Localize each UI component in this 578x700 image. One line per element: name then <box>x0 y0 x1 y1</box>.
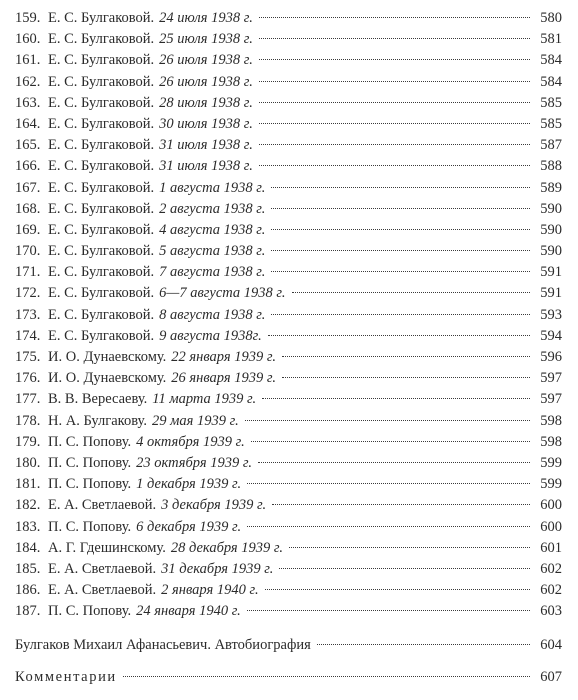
entry-date: 11 марта 1939 г. <box>152 391 257 408</box>
entry-recipient: Е. С. Булгаковой. <box>48 10 155 26</box>
entry-date: 28 июля 1938 г. <box>159 94 253 111</box>
toc-entry <box>15 538 562 559</box>
dot-leader <box>271 229 530 230</box>
entry-number: 159. <box>15 10 41 26</box>
entry-number: 161. <box>15 52 41 69</box>
entry-date: 28 декабря 1939 г. <box>170 539 284 556</box>
toc-entry <box>15 135 562 156</box>
toc-entry <box>15 347 562 368</box>
entry-recipient: П. С. Попову. <box>48 454 132 471</box>
dot-leader <box>289 547 530 548</box>
entry-recipient: В. В. Вересаеву. <box>48 391 148 408</box>
entry-date: 8 августа 1938 г. <box>159 306 266 323</box>
entry-date: 31 июля 1938 г. <box>159 158 253 175</box>
entry-number: 183. <box>15 518 41 535</box>
page-number: 604 <box>540 637 562 654</box>
entry-number: 177. <box>15 391 41 408</box>
entry-recipient: Е. С. Булгаковой. <box>48 306 155 323</box>
entry-number: 160. <box>15 31 41 48</box>
toc-entry <box>15 241 562 262</box>
entry-number: 164. <box>15 115 41 132</box>
entry-date: 7 августа 1938 г. <box>159 264 266 281</box>
page-number: 598 <box>540 412 562 429</box>
entry-number: 166. <box>15 158 41 175</box>
page-number: 596 <box>540 349 562 365</box>
entry-date: 30 июля 1938 г. <box>159 115 253 132</box>
dot-leader <box>272 504 530 505</box>
entry-date: 2 января 1940 г. <box>161 582 259 599</box>
entry-date: 24 января 1940 г. <box>136 603 241 620</box>
dot-leader <box>258 462 530 463</box>
page-number: 607 <box>540 669 562 686</box>
toc-entry <box>15 178 562 199</box>
entry-number: 186. <box>15 582 41 599</box>
entry-recipient: Е. С. Булгаковой. <box>48 137 155 154</box>
dot-leader <box>317 644 530 645</box>
dot-leader <box>292 292 530 293</box>
page-number: 585 <box>540 115 562 132</box>
entry-recipient: Е. С. Булгаковой. <box>48 52 155 69</box>
entry-recipient: П. С. Попову. <box>48 476 132 493</box>
entry-number: 169. <box>15 221 41 238</box>
toc-entry <box>15 8 562 29</box>
toc-entry <box>15 326 562 347</box>
entry-date: 26 июля 1938 г. <box>159 52 253 69</box>
entry-number: 184. <box>15 539 41 556</box>
page-number: 584 <box>540 73 562 90</box>
entry-number: 173. <box>15 306 41 323</box>
toc-entry <box>15 453 562 474</box>
dot-leader <box>259 123 530 124</box>
entry-recipient: П. С. Попову. <box>48 603 132 620</box>
toc-entry <box>15 283 562 304</box>
toc-entry-comments <box>15 665 562 689</box>
toc-entry <box>15 495 562 516</box>
page-number: 600 <box>540 497 562 514</box>
toc-entry <box>15 199 562 220</box>
dot-leader <box>262 398 530 399</box>
dot-leader <box>247 483 530 484</box>
entry-recipient: Е. С. Булгаковой. <box>48 243 155 260</box>
page-number: 593 <box>540 306 562 323</box>
dot-leader <box>259 81 530 82</box>
entry-number: 171. <box>15 264 41 281</box>
page-number: 602 <box>540 582 562 599</box>
dot-leader <box>123 676 530 677</box>
entry-recipient: Е. С. Булгаковой. <box>48 179 155 196</box>
page-number: 584 <box>540 52 562 69</box>
dot-leader <box>271 314 530 315</box>
entry-number: 185. <box>15 560 41 577</box>
entry-date: 31 июля 1938 г. <box>159 137 253 154</box>
page-number: 580 <box>540 10 562 26</box>
page-number: 590 <box>540 221 562 238</box>
entry-number: 178. <box>15 412 41 429</box>
entry-number: 165. <box>15 137 41 154</box>
entry-recipient: Е. С. Булгаковой. <box>48 200 155 217</box>
entry-date: 31 декабря 1939 г. <box>161 560 274 577</box>
entry-date: 5 августа 1938 г. <box>159 243 266 260</box>
entry-number: 187. <box>15 603 41 620</box>
entry-number: 180. <box>15 454 41 471</box>
dot-leader <box>259 165 530 166</box>
page-number: 597 <box>540 370 562 387</box>
entry-number: 162. <box>15 73 41 90</box>
dot-leader <box>247 526 530 527</box>
page-number: 589 <box>540 179 562 196</box>
toc-entry <box>15 50 562 71</box>
entry-date: 23 октября 1939 г. <box>136 454 252 471</box>
autobiography-title: Булгаков Михаил Афанасьевич. Автобиография <box>15 637 311 654</box>
entry-date: 1 августа 1938 г. <box>159 179 266 196</box>
toc-entry <box>15 411 562 432</box>
entry-number: 163. <box>15 94 41 111</box>
dot-leader <box>271 250 530 251</box>
entry-date: 22 января 1939 г. <box>171 349 276 365</box>
entry-number: 181. <box>15 476 41 493</box>
page-number: 598 <box>540 433 562 450</box>
entry-date: 25 июля 1938 г. <box>159 31 253 48</box>
entry-number: 174. <box>15 327 41 344</box>
toc-entry <box>15 29 562 50</box>
page-number: 601 <box>540 539 562 556</box>
entry-recipient: Е. С. Булгаковой. <box>48 94 155 111</box>
toc-entry <box>15 559 562 580</box>
toc-entry <box>15 580 562 601</box>
dot-leader <box>259 144 530 145</box>
dot-leader <box>259 59 530 60</box>
entry-number: 167. <box>15 179 41 196</box>
page-number: 585 <box>540 94 562 111</box>
page-number: 590 <box>540 200 562 217</box>
dot-leader <box>259 102 530 103</box>
toc-entry <box>15 517 562 538</box>
page-number: 594 <box>540 327 562 344</box>
page-number: 591 <box>540 285 562 302</box>
page-number: 588 <box>540 158 562 175</box>
entry-date: 4 октября 1939 г. <box>136 433 245 450</box>
dot-leader <box>271 187 530 188</box>
dot-leader <box>271 271 530 272</box>
toc-entry <box>15 114 562 135</box>
entry-date: 29 мая 1939 г. <box>151 412 239 429</box>
entry-recipient: П. С. Попову. <box>48 518 132 535</box>
entry-date: 3 декабря 1939 г. <box>161 497 267 514</box>
entry-recipient: И. О. Дунаевскому. <box>48 349 167 365</box>
toc-entry <box>15 93 562 114</box>
entry-number: 176. <box>15 370 41 387</box>
entry-date: 26 июля 1938 г. <box>159 73 253 90</box>
page-number: 590 <box>540 243 562 260</box>
page-number: 597 <box>540 391 562 408</box>
entry-recipient: Е. С. Булгаковой. <box>48 264 155 281</box>
dot-leader <box>247 610 530 611</box>
entry-number: 172. <box>15 285 41 302</box>
dot-leader <box>279 568 530 569</box>
dot-leader <box>282 356 530 357</box>
entry-number: 175. <box>15 349 41 365</box>
toc-entry-autobiography <box>15 633 562 657</box>
toc-entry <box>15 368 562 389</box>
toc-entry <box>15 474 562 495</box>
entry-number: 170. <box>15 243 41 260</box>
page-number: 581 <box>540 31 562 48</box>
page-number: 587 <box>540 137 562 154</box>
dot-leader <box>265 589 530 590</box>
toc-entry <box>15 72 562 93</box>
entry-date: 9 августа 1938г. <box>159 327 262 344</box>
dot-leader <box>271 208 530 209</box>
entry-number: 168. <box>15 200 41 217</box>
page-number: 599 <box>540 454 562 471</box>
dot-leader <box>259 17 530 18</box>
page-number: 599 <box>540 476 562 493</box>
entry-date: 6 декабря 1939 г. <box>136 518 242 535</box>
entry-recipient: Е. С. Булгаковой. <box>48 327 155 344</box>
page-number: 602 <box>540 560 562 577</box>
toc-entry <box>15 220 562 241</box>
comments-title: Комментарии <box>15 669 117 686</box>
entry-recipient: Н. А. Булгакову. <box>48 412 147 429</box>
toc-entry <box>15 432 562 453</box>
entry-recipient: Е. С. Булгаковой. <box>48 73 155 90</box>
entry-recipient: Е. А. Светлаевой. <box>48 582 157 599</box>
entry-date: 24 июля 1938 г. <box>159 10 253 26</box>
toc-list <box>15 8 562 622</box>
toc-entry <box>15 389 562 410</box>
entry-recipient: Е. С. Булгаковой. <box>48 115 155 132</box>
toc-entry <box>15 305 562 326</box>
entry-date: 2 августа 1938 г. <box>159 200 266 217</box>
entry-recipient: Е. С. Булгаковой. <box>48 31 155 48</box>
toc-entry <box>15 262 562 283</box>
page-number: 600 <box>540 518 562 535</box>
entry-recipient: Е. С. Булгаковой. <box>48 158 155 175</box>
toc-entry <box>15 601 562 622</box>
entry-date: 6—7 августа 1938 г. <box>159 285 286 302</box>
entry-date: 4 августа 1938 г. <box>159 221 266 238</box>
entry-recipient: П. С. Попову. <box>48 433 132 450</box>
toc-entry <box>15 156 562 177</box>
dot-leader <box>268 335 530 336</box>
dot-leader <box>251 441 530 442</box>
entry-recipient: Е. А. Светлаевой. <box>48 560 157 577</box>
entry-date: 26 января 1939 г. <box>171 370 276 387</box>
dot-leader <box>282 377 530 378</box>
entry-date: 1 декабря 1939 г. <box>136 476 242 493</box>
page-number: 591 <box>540 264 562 281</box>
entry-recipient: Е. А. Светлаевой. <box>48 497 157 514</box>
entry-recipient: А. Г. Гдешинскому. <box>48 539 166 556</box>
dot-leader <box>259 38 530 39</box>
entry-number: 182. <box>15 497 41 514</box>
entry-recipient: Е. С. Булгаковой. <box>48 285 155 302</box>
dot-leader <box>245 420 530 421</box>
entry-number: 179. <box>15 433 41 450</box>
page-number: 603 <box>540 603 562 620</box>
entry-recipient: И. О. Дунаевскому. <box>48 370 167 387</box>
entry-recipient: Е. С. Булгаковой. <box>48 221 155 238</box>
